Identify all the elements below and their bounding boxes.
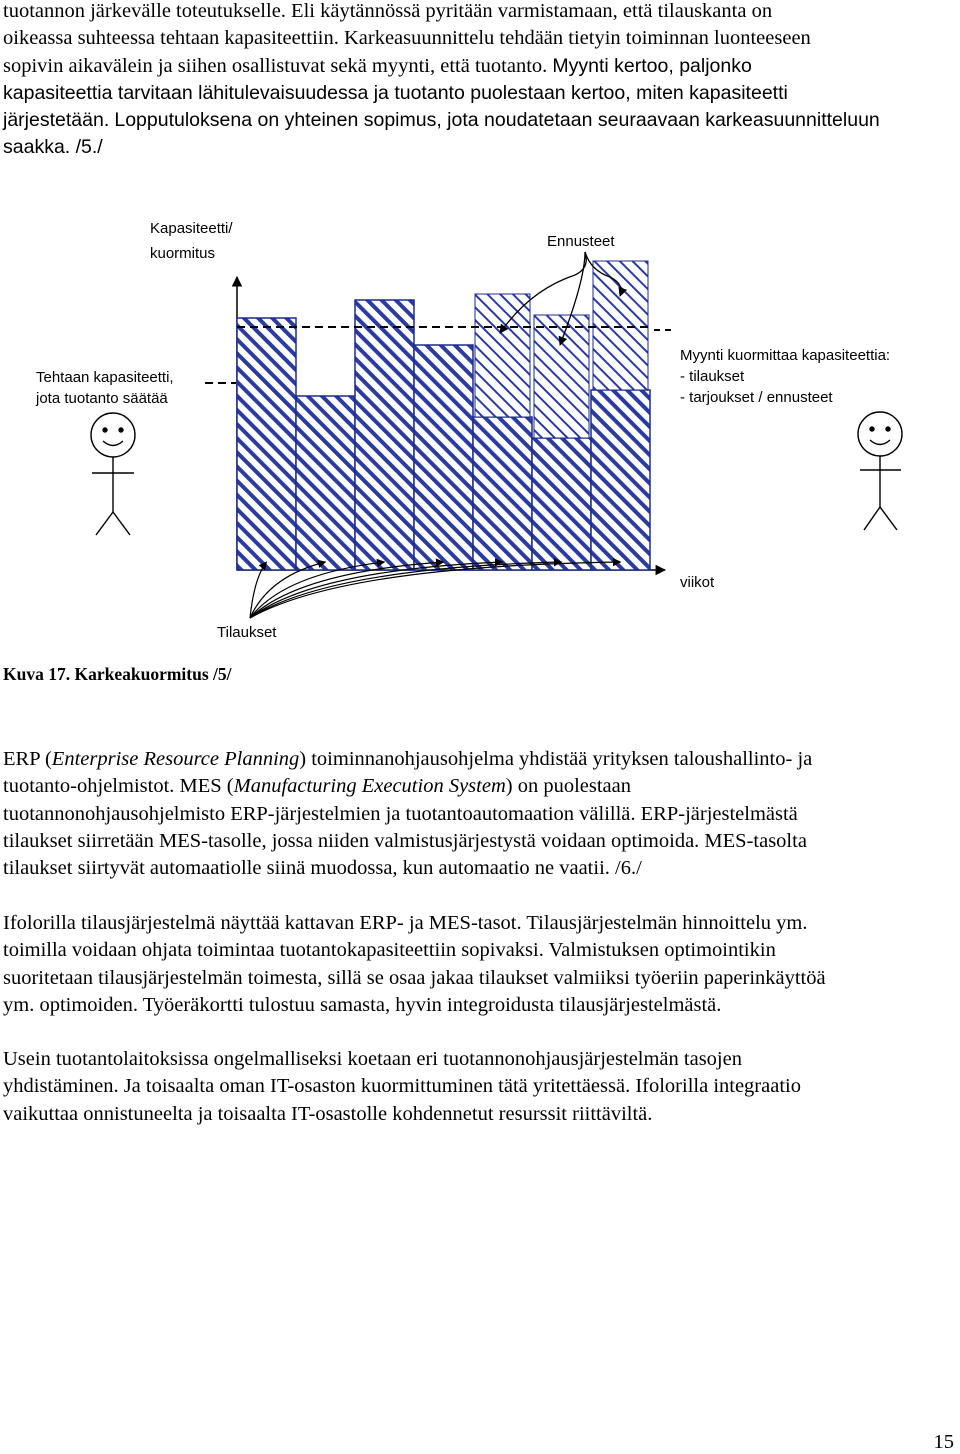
text-line: yhdistäminen. Ja toisaalta oman IT-osaston kuormittuminen tätä yritettäessä. Ifolorilla integraatio	[3, 1075, 801, 1098]
forecast-bar	[475, 294, 530, 417]
erp-mes-paragraph	[3, 746, 957, 882]
text-line: suoritetaan tilausjärjestelmän toimesta, sillä se osaa jakaa tilaukset valmiiksi työeriin paperinkäyttöä	[3, 966, 826, 989]
factory-capacity-label: Tehtaan kapasiteetti,	[36, 369, 174, 386]
text-segment-sans: Myynti kertoo, paljonko	[552, 54, 752, 77]
text-segment-sans: Lopputuloksena on yhteinen sopimus, jota noudatetaan seuraavaan karkeasuunnitteluun	[114, 109, 880, 132]
sales-load-label: - tilaukset	[680, 368, 745, 385]
orders-bar	[296, 396, 355, 570]
orders-bar	[532, 438, 591, 570]
text-line: toimilla voidaan ohjata toimintaa tuotantokapasiteettiin sopivaksi. Valmistuksen optimointikin	[3, 939, 776, 962]
orders-bar	[237, 318, 296, 570]
integration-paragraph	[3, 1046, 957, 1128]
orders-bar	[591, 390, 650, 570]
text-segment: järjestetään.	[3, 109, 110, 132]
italic-term: Enterprise Resource Planning	[51, 748, 300, 770]
text-line: tuotannonohjausohjelmisto ERP-järjestelmien ja tuotantoautomaation välillä. ERP-järjestelmästä	[3, 802, 798, 825]
text-line: Usein tuotantolaitoksissa ongelmalliseksi koetaan eri tuotannonohjausjärjestelmän tasojen	[3, 1048, 742, 1070]
text-line: Ifolorilla tilausjärjestelmä näyttää kattavan ERP- ja MES-tasot. Tilausjärjestelmän hinnoittelu ym.	[3, 912, 808, 934]
text-line: oikeassa suhteessa tehtaan kapasiteettiin. Karkeasuunnittelu tehdään tietyin toiminnan luonteeseen	[3, 27, 811, 50]
capacity-load-diagram	[0, 190, 960, 650]
text-line: kapasiteettia tarvitaan lähitulevaisuudessa ja tuotanto puolestaan kertoo, miten kapasiteetti	[3, 81, 788, 104]
text-line	[3, 107, 957, 134]
orders-bar	[414, 345, 473, 570]
text-line	[3, 53, 957, 80]
italic-term: Manufacturing Execution System	[233, 775, 506, 798]
text-line: saakka. /5./	[3, 136, 103, 159]
forecast-bar	[534, 315, 589, 438]
text-line: tuotannon järkevälle toteutukselle. Eli käytännössä pyritään varmistamaan, että tilauskanta on	[3, 0, 773, 22]
production-person-icon	[91, 413, 135, 535]
orders-label: Tilaukset	[217, 624, 277, 641]
forecast-label: Ennusteet	[547, 233, 615, 250]
text-line: tilaukset siirtyvät automaatiolle siinä muodossa, kun automaatio ne vaatii. /6./	[3, 857, 642, 880]
sales-load-label: Myynti kuormittaa kapasiteettia:	[680, 347, 891, 364]
text-line: vaikuttaa onnistuneelta ja toisaalta IT-osastolle kohdennetut resurssit riittäviltä.	[3, 1102, 653, 1125]
y-axis-label: kuormitus	[150, 245, 216, 262]
ifolor-order-system-paragraph	[3, 910, 957, 1019]
y-axis-label: Kapasiteetti/	[150, 220, 233, 237]
orders-bar	[355, 300, 414, 570]
intro-paragraph	[3, 0, 957, 162]
text-line: ym. optimoiden. Työeräkortti tulostuu samasta, hyvin integroidusta tilausjärjestelmästä.	[3, 993, 722, 1016]
text-segment: sopivin aikavälein ja siihen osallistuvat sekä myynti, että tuotanto.	[3, 54, 548, 77]
text-line: ERP (Enterprise Resource Planning) toiminnanohjausohjelma yhdistää yrityksen taloushallinto- ja	[3, 748, 813, 770]
orders-bar	[473, 417, 532, 570]
text-line: tuotanto-ohjelmistot. MES (Manufacturing Execution System) on puolestaan	[3, 775, 632, 798]
page-number: 15	[933, 1431, 954, 1453]
x-axis-label: viikot	[680, 574, 715, 591]
forecast-bar	[593, 261, 648, 390]
sales-load-label: - tarjoukset / ennusteet	[680, 389, 833, 406]
bar-group	[237, 261, 650, 570]
sales-person-icon	[858, 412, 902, 530]
factory-capacity-label: jota tuotanto säätää	[36, 390, 168, 407]
figure-caption: Kuva 17. Karkeakuormitus /5/	[3, 664, 232, 684]
text-line: tilaukset siirretään MES-tasolle, jossa niiden valmistusjärjestystä voidaan optimoida. MES-tasolta	[3, 829, 807, 852]
